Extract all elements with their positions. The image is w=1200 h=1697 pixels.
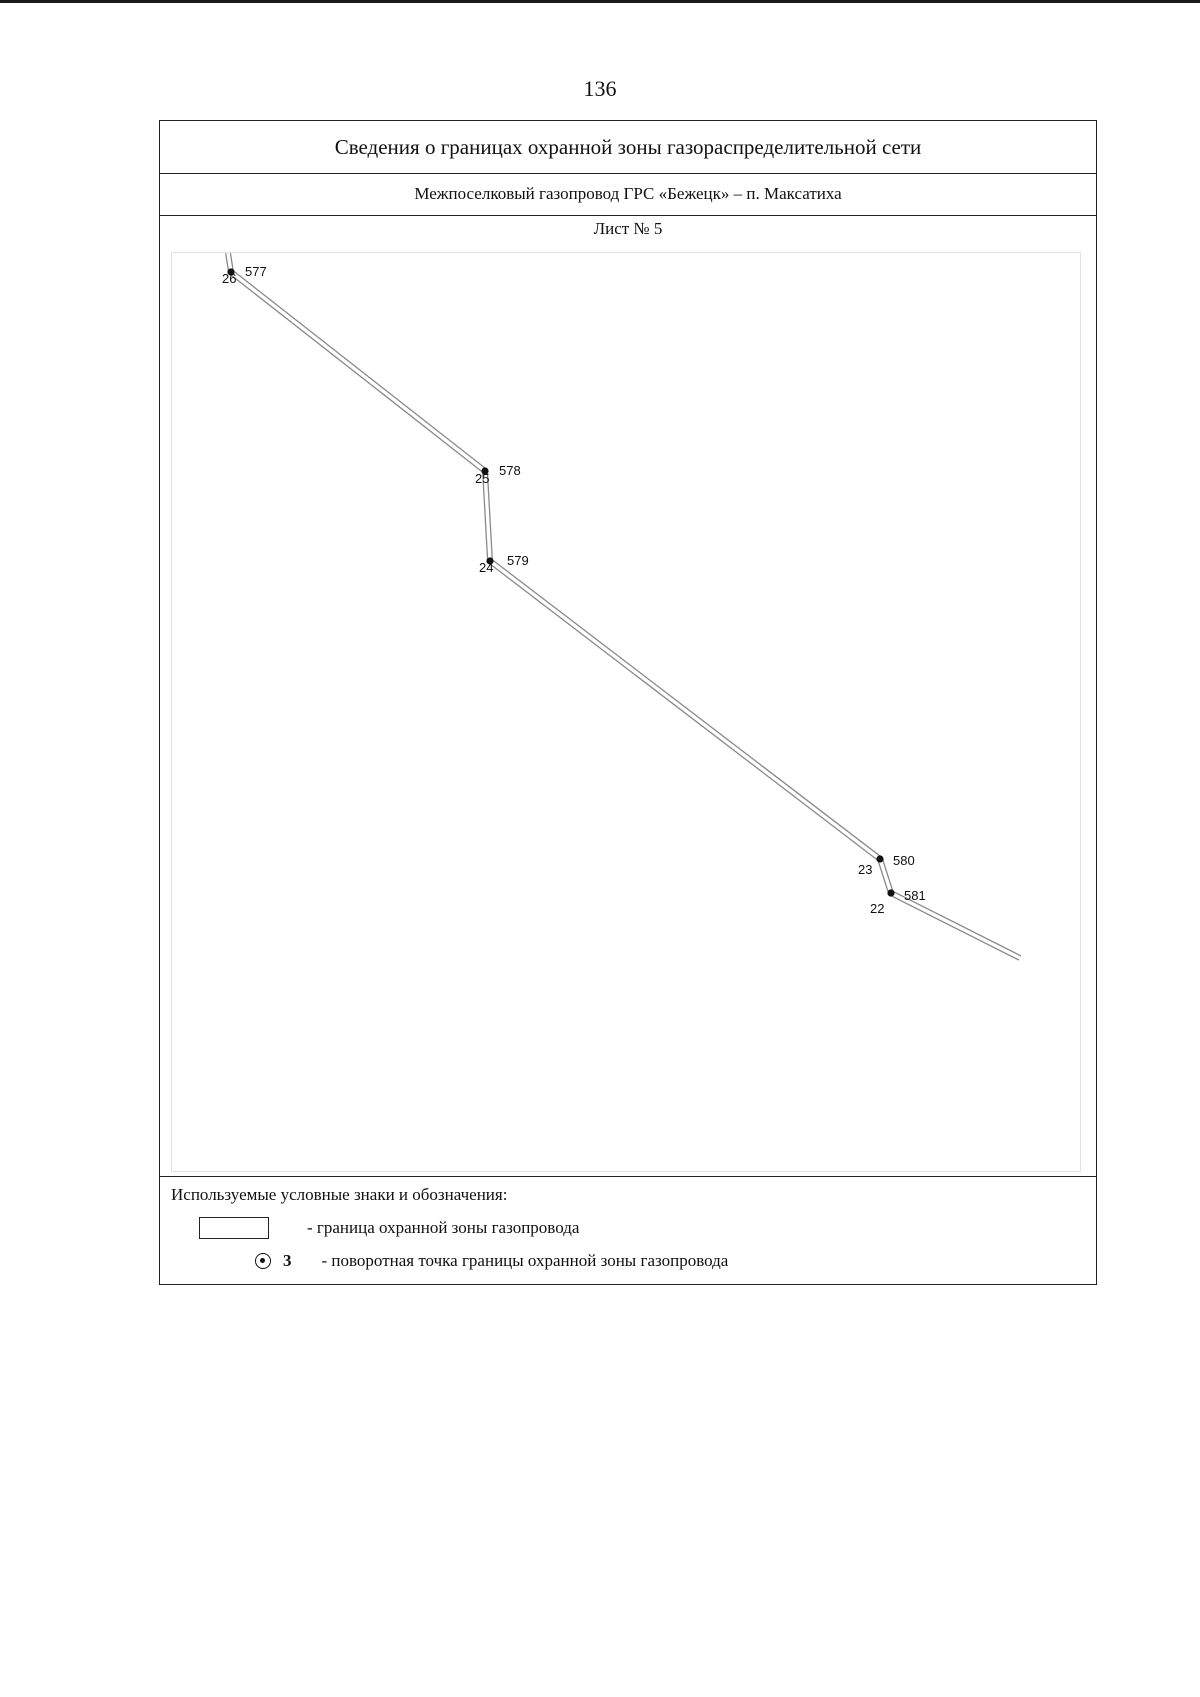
map-sheet	[159, 120, 1097, 1285]
turn-point-local-label: 26	[222, 271, 237, 286]
turn-point-local-label: 25	[475, 471, 490, 486]
turn-point-marker	[876, 855, 883, 862]
legend-title: Используемые условные знаки и обозначения:	[171, 1185, 508, 1204]
legend-symbol-number: 3	[283, 1251, 292, 1270]
legend-item-label: - поворотная точка границы охранной зоны газопровода	[321, 1251, 729, 1270]
sheet-title: Сведения о границах охранной зоны газораспределительной сети	[160, 121, 1096, 174]
turn-point-581	[870, 888, 926, 916]
legend-item-label: - граница охранной зоны газопровода	[307, 1218, 580, 1237]
legend-divider	[160, 1176, 1096, 1177]
turn-point-global-label: 579	[507, 553, 529, 568]
map-area	[171, 252, 1081, 1172]
turn-point-global-label: 578	[499, 463, 521, 478]
turn-point-marker	[887, 889, 894, 896]
map-canvas	[172, 253, 1082, 1173]
legend-item-turn-point	[255, 1251, 728, 1271]
scan-edge	[0, 0, 1200, 3]
turn-point-symbol-icon	[255, 1253, 271, 1269]
page-number: 136	[583, 76, 617, 101]
turn-point-global-label: 577	[245, 264, 267, 279]
sheet-number: Лист № 5	[593, 219, 663, 238]
turn-point-local-label: 22	[870, 901, 885, 916]
turn-point-global-label: 580	[893, 853, 915, 868]
boundary-symbol-icon	[199, 1217, 269, 1239]
sheet-subtitle: Межпоселковый газопровод ГРС «Бежецк» – п. Максатиха	[160, 173, 1096, 216]
turn-point-local-label: 23	[858, 862, 873, 877]
turn-point-global-label: 581	[904, 888, 926, 903]
legend-item-boundary	[199, 1217, 579, 1239]
turn-point-local-label: 24	[479, 560, 494, 575]
